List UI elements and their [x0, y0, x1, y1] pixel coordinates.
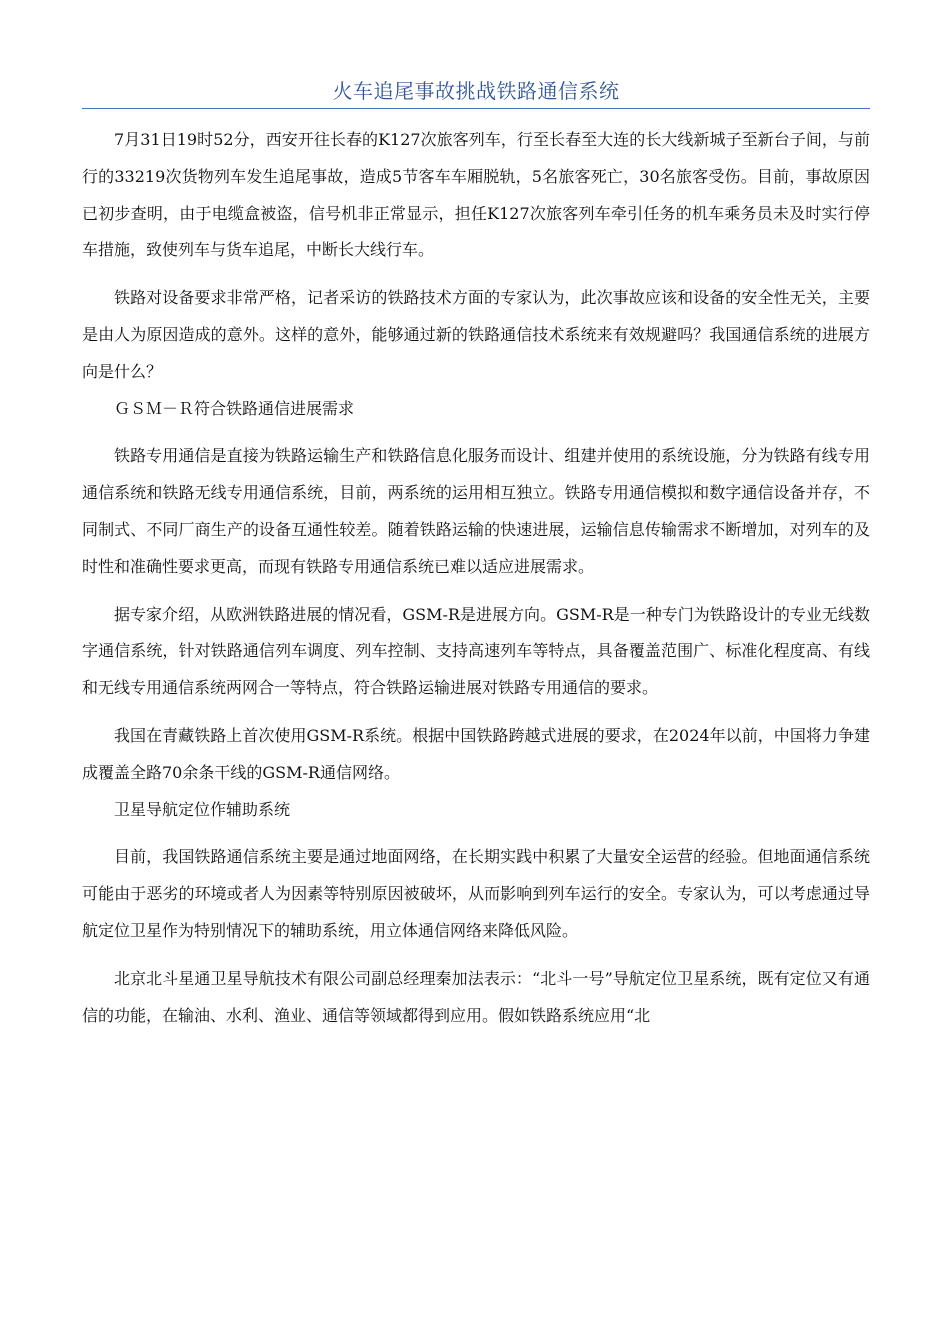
section-heading-satellite: 卫星导航定位作辅助系统	[114, 799, 291, 819]
paragraph-qinghai-tibet: 我国在青藏铁路上首次使用GSM-R系统。根据中国铁路跨越式进展的要求，在2024年以前，中国将力争建成覆盖全路70余条干线的GSM-R通信网络。	[82, 725, 870, 782]
paragraph-gsm-r-direction: 据专家介绍，从欧洲铁路进展的情况看，GSM-R是进展方向。GSM-R是一种专门为铁路设计的专业无线数字通信系统，针对铁路通信列车调度、列车控制、支持高速列车等特点，具备覆盖范围广、标准化程度高、有线和无线专用通信系统两网合一等特点，符合铁路运输进展对铁路专用通信的要求。	[82, 604, 870, 698]
paragraph-ground-network: 目前，我国铁路通信系统主要是通过地面网络，在长期实践中积累了大量安全运营的经验。但地面通信系统可能由于恶劣的环境或者人为因素等特别原因被破坏，从而影响到列车运行的安全。专家认为，可以考虑通过导航定位卫星作为特别情况下的辅助系统，用立体通信网络来降低风险。	[82, 847, 870, 940]
title-underline	[82, 108, 870, 109]
paragraph-beidou: 北京北斗星通卫星导航技术有限公司副总经理秦加法表示：“北斗一号”导航定位卫星系统，既有定位又有通信的功能，在输油、水利、渔业、通信等领域都得到应用。假如铁路系统应用“北	[82, 968, 870, 1025]
paragraph-expert-opinion: 铁路对设备要求非常严格，记者采访的铁路技术方面的专家认为，此次事故应该和设备的安全性无关，主要是由人为原因造成的意外。这样的意外，能够通过新的铁路通信技术系统来有效规避吗？我国通信系统的进展方向是什么？	[82, 288, 870, 381]
document-title: 火车追尾事故挑战铁路通信系统	[332, 79, 620, 103]
document-page	[82, 74, 870, 1034]
paragraph-dedicated-communication: 铁路专用通信是直接为铁路运输生产和铁路信息化服务而设计、组建并使用的系统设施，分为铁路有线专用通信系统和铁路无线专用通信系统，目前，两系统的运用相互独立。铁路专用通信模拟和数字通信设备并存，不同制式、不同厂商生产的设备互通性较差。随着铁路运输的快速进展，运输信息传输需求不断增加，对列车的及时性和准确性要求更高，而现有铁路专用通信系统已难以适应进展需求。	[82, 446, 870, 576]
section-heading-gsm-r: ＧＳＭ－Ｒ符合铁路通信进展需求	[114, 398, 355, 418]
paragraph-accident-report: 7月31日19时52分，西安开往长春的K127次旅客列车，行至长春至大连的长大线新城子至新台子间，与前行的33219次货物列车发生追尾事故，造成5节客车车厢脱轨，5名旅客死亡，30名旅客受伤。目前，事故原因已初步查明，由于电缆盒被盗，信号机非正常显示，担任K127次旅客列车牵引任务的机车乘务员未及时实行停车措施，致使列车与货车追尾，中断长大线行车。	[82, 130, 870, 260]
